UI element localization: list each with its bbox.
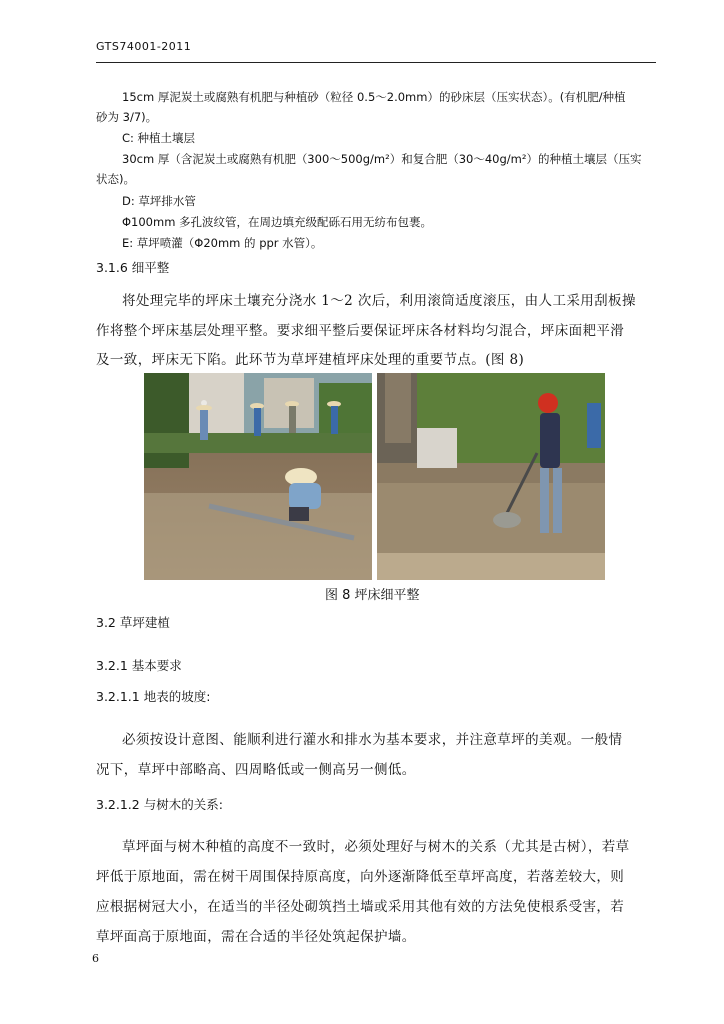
paragraph-3-2-1-2-line-1: 草坪面与树木种植的高度不一致时，必须处理好与树木的关系（尤其是古树），若草 (122, 839, 630, 855)
sand-bed-layer-line-2: 砂为 3/7)。 (96, 110, 158, 124)
photo-board-leveling (144, 373, 372, 580)
layer-d-text: Φ100mm 多孔波纹管，在周边填充级配砾石用无纺布包裹。 (122, 215, 433, 229)
section-heading-3-2-1: 3.2.1 基本要求 (96, 658, 182, 673)
page-number: 6 (92, 952, 99, 965)
document-code-header: GTS74001-2011 (96, 40, 192, 53)
header-rule (96, 62, 656, 63)
paragraph-3-1-6-line-2: 作将整个坪床基层处理平整。要求细平整后要保证坪床各材料均匀混合，坪床面耙平滑 (96, 323, 625, 339)
section-heading-3-2-1-2: 3.2.1.2 与树木的关系: (96, 797, 223, 812)
layer-c-line-1: 30cm 厚（含泥炭土或腐熟有机肥（300～500g/m²）和复合肥（30～40g/m²）的种植土壤层（压实 (122, 152, 642, 166)
section-heading-3-2-1-1: 3.2.1.1 地表的坡度: (96, 689, 211, 704)
layer-d-label: D: 草坪排水管 (122, 194, 196, 208)
paragraph-3-2-1-2-line-4: 草坪面高于原地面，需在合适的半径处筑起保护墙。 (96, 929, 416, 945)
paragraph-3-1-6-line-1: 将处理完毕的坪床土壤充分浇水 1～2 次后，利用滚筒适度滚压，由人工采用刮板操 (122, 293, 636, 309)
paragraph-3-2-1-1-line-2: 况下，草坪中部略高、四周略低或一侧高另一侧低。 (96, 762, 416, 778)
paragraph-3-2-1-2-line-3: 应根据树冠大小，在适当的半径处砌筑挡土墙或采用其他有效的方法免使根系受害，若 (96, 899, 625, 915)
figure-8-caption: 图 8 坪床细平整 (325, 588, 420, 603)
layer-c-line-2: 状态)。 (96, 172, 135, 186)
photo-roller-compaction (377, 373, 605, 580)
paragraph-3-2-1-1-line-1: 必须按设计意图、能顺利进行灌水和排水为基本要求，并注意草坪的美观。一般情 (122, 732, 623, 748)
layer-c-label: C: 种植土壤层 (122, 131, 196, 145)
paragraph-3-1-6-line-3: 及一致，坪床无下陷。此环节为草坪建植坪床处理的重要节点。(图 8) (96, 352, 525, 368)
section-heading-3-1-6: 3.1.6 细平整 (96, 260, 170, 275)
section-heading-3-2: 3.2 草坪建植 (96, 615, 170, 630)
sand-bed-layer-line-1: 15cm 厚泥炭土或腐熟有机肥与种植砂（粒径 0.5～2.0mm）的砂床层（压实状态）。(有机肥/种植 (122, 90, 626, 104)
layer-e-text: E: 草坪喷灌（Φ20mm 的 ppr 水管）。 (122, 236, 323, 250)
paragraph-3-2-1-2-line-2: 坪低于原地面，需在树干周围保持原高度，向外逐渐降低至草坪高度，若落差较大，则 (96, 869, 625, 885)
